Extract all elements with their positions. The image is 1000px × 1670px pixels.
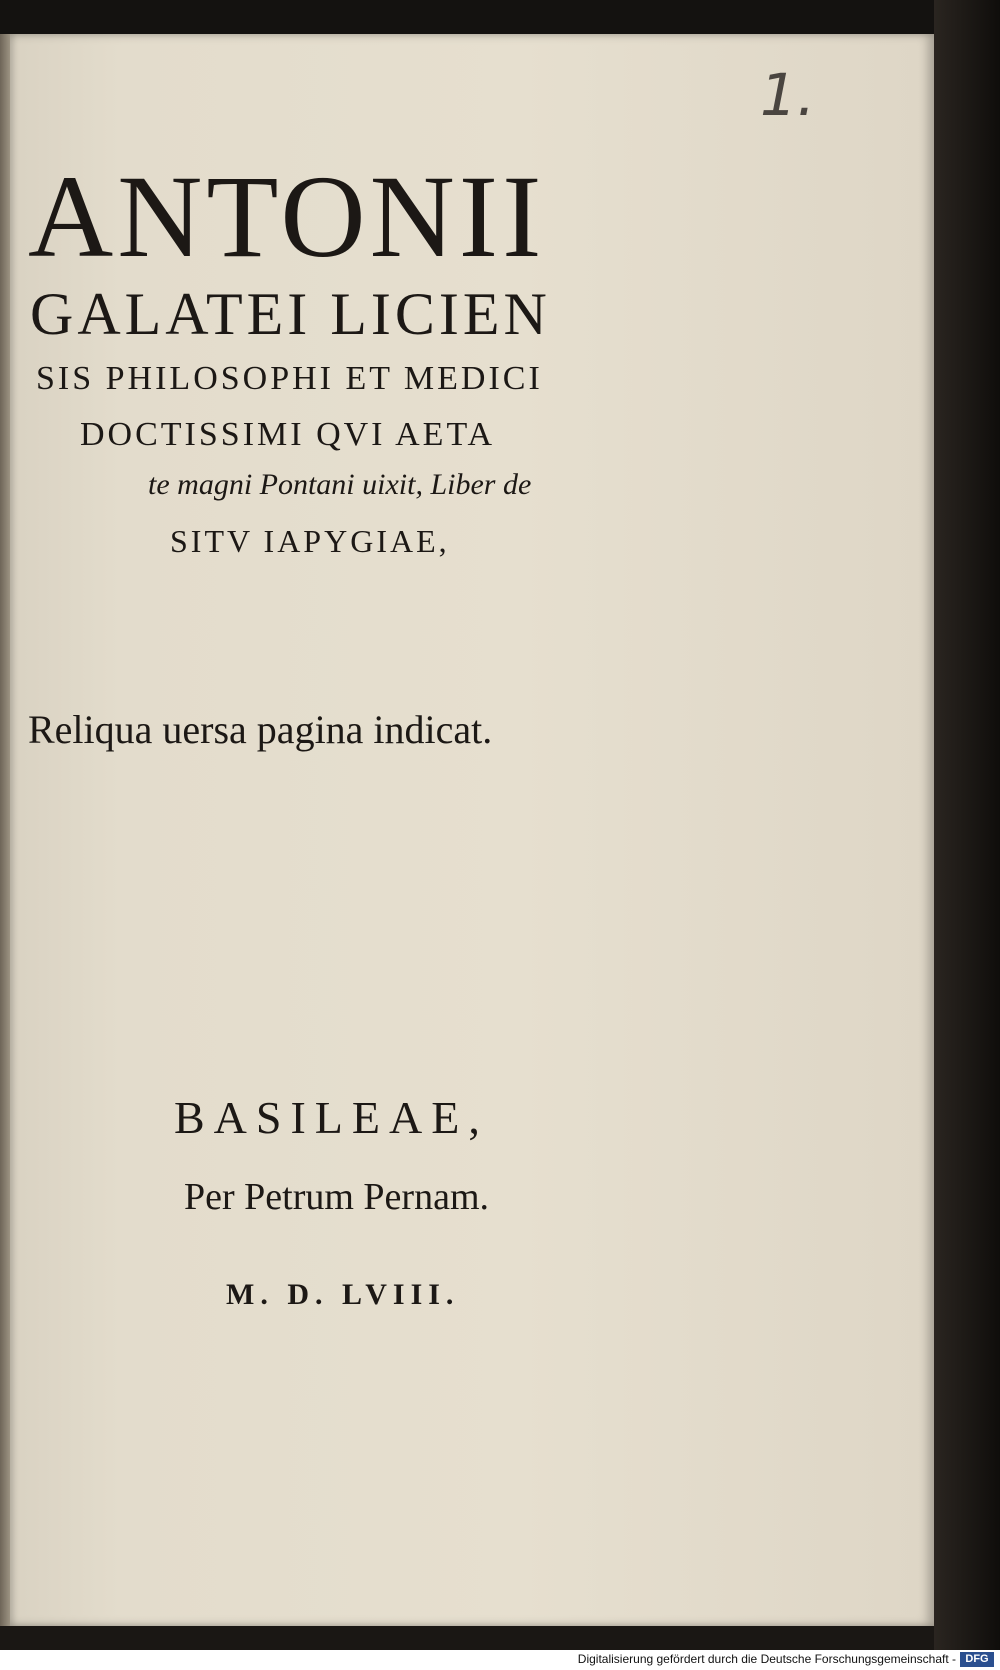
title-line-5: te magni Pontani uixit, Liber de [148, 468, 532, 501]
title-line-2: GALATEI LICIEN [30, 281, 551, 347]
digitization-footer [0, 1650, 1000, 1670]
contents-note: Reliqua uersa pagina indicat. [28, 707, 493, 752]
imprint-printer: Per Petrum Pernam. [184, 1176, 490, 1218]
scan-top-border [0, 0, 1000, 34]
footer-credit: Digitalisierung gefördert durch die Deutsche Forschungsgemeinschaft - [577, 1652, 956, 1666]
title-line-1: ANTONII [28, 151, 546, 282]
title-line-6: SITV IAPYGIAE, [170, 523, 450, 559]
scan-right-border [934, 0, 1000, 1650]
dfg-logo: DFG [960, 1652, 994, 1667]
imprint-year: M. D. LVIII. [226, 1278, 460, 1311]
book-spine-edge [0, 34, 10, 1626]
title-line-3: SIS PHILOSOPHI ET MEDICI [36, 360, 543, 397]
imprint-city: BASILEAE, [174, 1092, 489, 1143]
handwritten-page-number: 1. [760, 61, 816, 129]
title-line-4: DOCTISSIMI QVI AETA [80, 416, 496, 453]
